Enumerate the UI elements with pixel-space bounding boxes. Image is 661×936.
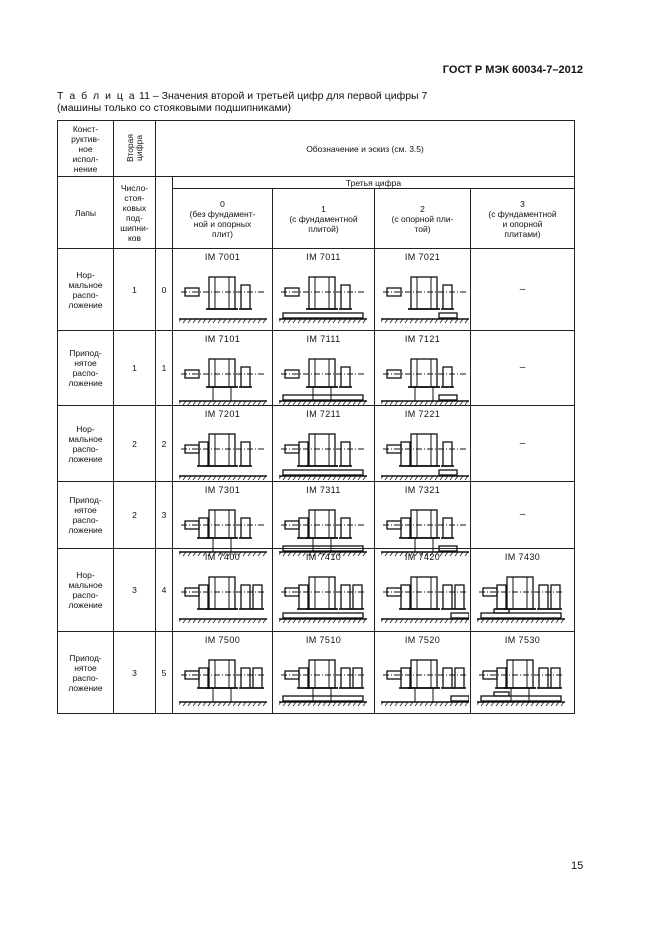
machine-sketch <box>179 347 267 409</box>
sketch-cell <box>375 482 471 549</box>
caption-line-2: (машины только со стояковыми подшипниками) <box>57 102 292 114</box>
header-third-digit: Третья цифра <box>173 177 575 189</box>
im-code: IM 7001 <box>204 252 241 262</box>
sketch-cell <box>173 482 273 549</box>
sketch-cell <box>173 406 273 482</box>
im-code: IM 7530 <box>504 635 541 645</box>
machine-sketch <box>279 347 367 409</box>
row-bearings: 3 <box>114 632 156 714</box>
machine-sketch <box>381 265 469 327</box>
im-code: IM 7211 <box>306 409 341 419</box>
table-caption <box>57 90 427 114</box>
im-code: IM 7510 <box>305 635 342 645</box>
row-bearings: 3 <box>114 549 156 632</box>
header-bearings: Число- стоя- ковых под- шипни- ков <box>114 177 156 249</box>
row-paws: Нор- мальное распо- ложение <box>58 549 114 632</box>
machine-sketch <box>279 265 367 327</box>
sketch-cell <box>173 331 273 406</box>
sketch-cell <box>273 249 375 331</box>
im-code: IM 7101 <box>204 334 241 344</box>
caption-title: 11 – Значения второй и третьей цифр для первой цифры 7 <box>136 90 428 102</box>
sketch-cell <box>471 549 575 632</box>
machine-sketch <box>381 422 469 484</box>
im-code: IM 7121 <box>404 334 441 344</box>
machine-sketch <box>279 422 367 484</box>
empty-dash: – <box>471 249 575 331</box>
row-paws: Нор- мальное распо- ложение <box>58 406 114 482</box>
sketch-cell <box>273 482 375 549</box>
row-second-digit: 5 <box>156 632 173 714</box>
machine-sketch <box>179 265 267 327</box>
row-paws: Нор- мальное распо- ложение <box>58 249 114 331</box>
sketch-cell <box>375 406 471 482</box>
machine-sketch <box>179 565 267 627</box>
im-code: IM 7420 <box>404 552 441 562</box>
im-code: IM 7021 <box>404 252 441 262</box>
mounting-table <box>57 120 575 714</box>
caption-prefix: Т а б л и ц а <box>57 90 137 102</box>
empty-dash: – <box>471 331 575 406</box>
machine-sketch <box>279 648 367 710</box>
sketch-cell <box>375 632 471 714</box>
im-code: IM 7500 <box>204 635 241 645</box>
sketch-cell <box>173 549 273 632</box>
sketch-cell <box>173 632 273 714</box>
im-code: IM 7301 <box>204 485 241 495</box>
sketch-cell <box>173 249 273 331</box>
header-third-0: 0 (без фундамент- ной и опорных плит) <box>173 189 273 249</box>
sketch-cell <box>375 331 471 406</box>
empty-dash: – <box>471 406 575 482</box>
row-second-digit: 4 <box>156 549 173 632</box>
header-designation: Обозначение и эскиз (см. 3.5) <box>156 121 575 177</box>
header-spacer <box>156 177 173 249</box>
row-bearings: 1 <box>114 331 156 406</box>
row-paws: Припод- нятое распо- ложение <box>58 331 114 406</box>
machine-sketch <box>381 347 469 409</box>
sketch-cell <box>273 632 375 714</box>
im-code: IM 7410 <box>305 552 342 562</box>
row-bearings: 1 <box>114 249 156 331</box>
machine-sketch <box>279 565 367 627</box>
header-paws: Лапы <box>58 177 114 249</box>
im-code: IM 7400 <box>204 552 241 562</box>
im-code: IM 7201 <box>204 409 241 419</box>
sketch-cell <box>471 632 575 714</box>
empty-dash: – <box>471 482 575 549</box>
machine-sketch <box>381 565 469 627</box>
im-code: IM 7221 <box>404 409 441 419</box>
header-second-digit: Вторая цифра <box>114 121 156 177</box>
im-code: IM 7520 <box>404 635 441 645</box>
row-second-digit: 1 <box>156 331 173 406</box>
caption-line-1 <box>57 90 427 102</box>
standard-number: ГОСТ Р МЭК 60034-7–2012 <box>442 64 583 76</box>
sketch-cell <box>375 249 471 331</box>
im-code: IM 7111 <box>306 334 341 344</box>
machine-sketch <box>477 648 565 710</box>
header-third-2: 2 (с опорной пли- той) <box>375 189 471 249</box>
sketch-cell <box>375 549 471 632</box>
row-second-digit: 2 <box>156 406 173 482</box>
row-second-digit: 0 <box>156 249 173 331</box>
sketch-cell <box>273 406 375 482</box>
page-number: 15 <box>571 860 584 872</box>
row-paws: Припод- нятое распо- ложение <box>58 482 114 549</box>
sketch-cell <box>273 549 375 632</box>
row-second-digit: 3 <box>156 482 173 549</box>
im-code: IM 7321 <box>404 485 441 495</box>
header-third-3: 3 (с фундаментной и опорной плитами) <box>471 189 575 249</box>
row-paws: Припод- нятое распо- ложение <box>58 632 114 714</box>
row-bearings: 2 <box>114 406 156 482</box>
machine-sketch <box>179 422 267 484</box>
im-code: IM 7011 <box>306 252 341 262</box>
sketch-cell <box>273 331 375 406</box>
header-third-1: 1 (с фундаментной плитой) <box>273 189 375 249</box>
im-code: IM 7311 <box>306 485 341 495</box>
machine-sketch <box>381 648 469 710</box>
header-construction: Конст- руктив- ное испол- нение <box>58 121 114 177</box>
im-code: IM 7430 <box>504 552 541 562</box>
machine-sketch <box>477 565 565 627</box>
row-bearings: 2 <box>114 482 156 549</box>
machine-sketch <box>179 648 267 710</box>
